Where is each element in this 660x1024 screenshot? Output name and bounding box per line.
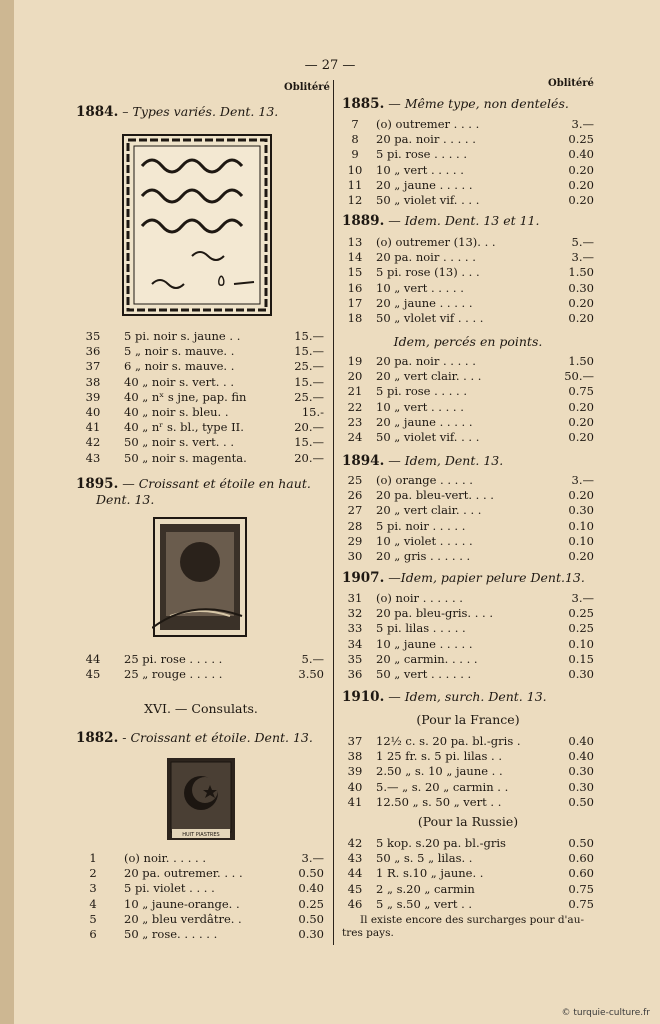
section-1884-heading (76, 104, 278, 120)
row-number: 30 (347, 548, 363, 563)
row-description: 10 „ violet . . . . . (376, 533, 473, 548)
table-row (342, 473, 594, 488)
table-row (72, 435, 330, 450)
table-row (342, 354, 594, 369)
row-number: 38 (85, 374, 101, 389)
row-number: 10 (347, 162, 363, 177)
section-1884-year: 1884. (76, 104, 119, 120)
table-row (72, 344, 330, 359)
row-description: 5.— „ s. 20 „ carmin . . (376, 779, 509, 794)
row-price: 3.— (571, 473, 594, 487)
row-number: 38 (347, 749, 363, 764)
section-1889-heading (342, 213, 539, 229)
row-number: 14 (347, 250, 363, 265)
row-description: 50 „ s. 5 „ lilas. . (376, 851, 473, 866)
table-row (342, 591, 594, 606)
row-number: 44 (85, 652, 101, 666)
row-number: 16 (347, 280, 363, 295)
row-price: 1.50 (568, 265, 594, 280)
table-row (342, 132, 594, 147)
table-row (342, 235, 594, 250)
row-price: 0.50 (298, 911, 324, 926)
page-number: — 27 — (304, 58, 356, 73)
section-1907-title: —Idem, papier pelure Dent.13. (388, 570, 585, 585)
row-price: 0.40 (568, 147, 594, 162)
table-row (342, 519, 594, 534)
table-row (72, 359, 330, 374)
row-description: 5 kop. s.20 pa. bl.-gris (376, 836, 506, 850)
row-number: 24 (347, 429, 363, 444)
row-price: 0.30 (568, 280, 594, 295)
row-price: 0.15 (568, 651, 594, 666)
row-description: 20 „ jaune . . . . . (376, 177, 473, 192)
table-row (342, 488, 594, 503)
row-number: 31 (347, 591, 363, 605)
row-price: 3.50 (298, 667, 324, 682)
row-price: 0.20 (568, 399, 594, 414)
row-description: (o) outremer (13). . . (376, 235, 496, 249)
table-row (342, 897, 594, 912)
row-price: 0.50 (568, 836, 594, 850)
row-description: (o) noir. . . . . . (124, 851, 207, 865)
row-number: 43 (347, 851, 363, 866)
row-number: 42 (347, 836, 363, 850)
table-row (72, 375, 330, 390)
table-row (342, 749, 594, 764)
section-1885-title: — Même type, non dentelés. (388, 96, 569, 111)
row-description: 50 „ violet vif. . . . (376, 429, 480, 444)
row-description: (o) noir . . . . . . (376, 591, 463, 605)
row-price: 0.40 (298, 881, 324, 896)
table-row (72, 667, 330, 682)
row-description: (o) outremer . . . . (376, 117, 480, 131)
section-1889-title: — Idem. Dent. 13 et 11. (388, 213, 540, 228)
row-number: 36 (85, 344, 101, 359)
row-number: 45 (347, 881, 363, 896)
row-description: 20 pa. noir . . . . . (376, 354, 476, 368)
row-description: 20 „ vert clair. . . . (376, 503, 482, 518)
stamp-1882-image (166, 757, 236, 841)
footnote-line-2: tres pays. (342, 927, 394, 939)
row-price: 0.20 (568, 488, 594, 503)
row-number: 25 (347, 473, 363, 487)
row-description: 40 „ nˣ s jne, pap. fin (124, 389, 247, 404)
row-description: 5 „ s.50 „ vert . . (376, 896, 473, 911)
row-number: 2 (89, 866, 97, 881)
table-row (342, 178, 594, 193)
section-1885-heading (342, 96, 569, 112)
row-price: 0.10 (568, 533, 594, 548)
row-price: 0.50 (568, 794, 594, 809)
row-number: 35 (347, 651, 363, 666)
row-price: 15.— (294, 374, 324, 389)
section-1882-year: 1882. (76, 730, 119, 746)
table-row (342, 400, 594, 415)
rows-russie (342, 836, 594, 912)
table-row (72, 451, 330, 466)
section-1907-heading (342, 570, 585, 586)
row-number: 40 (347, 779, 363, 794)
row-price: 0.25 (298, 896, 324, 911)
row-description: 20 pa. bleu-gris. . . . (376, 606, 493, 621)
row-number: 26 (347, 488, 363, 503)
row-price: 3.— (571, 250, 594, 265)
stamp-1895-image (152, 516, 248, 638)
table-row (72, 420, 330, 435)
section-1895-year: 1895. (76, 476, 119, 492)
row-description: 20 pa. noir . . . . . (376, 250, 476, 265)
row-price: 0.20 (568, 295, 594, 310)
row-number: 6 (89, 926, 97, 941)
row-price: 0.50 (298, 866, 324, 881)
row-description: 2 „ s.20 „ carmin (376, 881, 475, 896)
section-1910-heading (342, 689, 547, 705)
row-price: 3.— (571, 117, 594, 131)
row-description: 25 pi. rose . . . . . (124, 652, 223, 666)
section-1895-title-cont: Dent. 13. (96, 492, 155, 507)
table-row (72, 851, 330, 866)
table-row (342, 882, 594, 897)
table-row (72, 912, 330, 927)
row-number: 7 (351, 117, 359, 131)
rows-perces (342, 354, 594, 445)
section-1910-title: — Idem, surch. Dent. 13. (388, 689, 547, 704)
row-number: 22 (347, 399, 363, 414)
table-row (72, 881, 330, 896)
row-number: 45 (85, 667, 101, 682)
table-row (72, 866, 330, 881)
row-number: 11 (347, 177, 363, 192)
table-row (342, 652, 594, 667)
row-number: 36 (347, 666, 363, 681)
row-number: 39 (85, 389, 101, 404)
row-price: 0.20 (568, 310, 594, 325)
table-row (342, 836, 594, 851)
row-description: 5 pi. noir s. jaune . . (124, 329, 241, 343)
section-1889-year: 1889. (342, 213, 385, 229)
row-description: 10 „ jaune-orange. . (124, 896, 240, 911)
row-number: 41 (347, 794, 363, 809)
row-description: 20 pa. noir . . . . . (376, 132, 476, 147)
row-price: 15.— (294, 435, 324, 450)
table-row (342, 795, 594, 810)
table-row (72, 897, 330, 912)
row-number: 29 (347, 533, 363, 548)
row-description: (o) orange . . . . . (376, 473, 473, 487)
row-number: 20 (347, 369, 363, 384)
row-number: 44 (347, 866, 363, 881)
rows-1907 (342, 591, 594, 682)
table-row (342, 503, 594, 518)
row-description: 1 R. s.10 „ jaune. . (376, 866, 484, 881)
stamp-1884-value: ٥ (217, 271, 226, 290)
row-description: 5 pi. rose . . . . . (376, 147, 468, 162)
row-price: 0.25 (568, 621, 594, 636)
row-number: 43 (85, 450, 101, 465)
table-row (342, 265, 594, 280)
table-row (342, 281, 594, 296)
table-row (342, 193, 594, 208)
row-price: 0.30 (568, 764, 594, 779)
row-price: 15.- (301, 404, 324, 419)
footnote-line-1: Il existe encore des surcharges pour d'au- (360, 914, 585, 926)
row-price: 0.75 (568, 384, 594, 399)
row-number: 34 (347, 636, 363, 651)
row-price: 0.30 (568, 503, 594, 518)
row-price: 0.10 (568, 636, 594, 651)
rows-1884 (72, 329, 330, 466)
table-row (72, 652, 330, 667)
row-description: 50 „ vlolet vif . . . . (376, 310, 484, 325)
row-description: 20 „ jaune . . . . . (376, 414, 473, 429)
row-price: 0.20 (568, 414, 594, 429)
row-number: 46 (347, 896, 363, 911)
row-description: 5 pi. rose (13) . . . (376, 265, 480, 280)
row-number: 23 (347, 414, 363, 429)
rows-1895 (72, 652, 330, 682)
row-number: 37 (85, 359, 101, 374)
table-row (72, 329, 330, 344)
row-description: 10 „ vert . . . . . (376, 162, 464, 177)
row-price: 25.— (294, 359, 324, 374)
stamp-1882-caption: HUIT PIASTRES (182, 832, 220, 838)
sub-france: (Pour la France) (416, 712, 520, 727)
row-number: 42 (85, 435, 101, 450)
column-divider (333, 80, 334, 945)
row-price: 25.— (294, 389, 324, 404)
row-description: 20 pa. outremer. . . . (124, 866, 243, 881)
row-description: 20 pa. bleu-vert. . . . (376, 488, 494, 503)
row-number: 17 (347, 295, 363, 310)
row-number: 9 (351, 147, 359, 162)
row-number: 1 (89, 851, 97, 865)
row-price: 0.25 (568, 606, 594, 621)
rows-1882 (72, 851, 330, 942)
row-number: 27 (347, 503, 363, 518)
table-row (342, 549, 594, 564)
row-number: 41 (85, 420, 101, 435)
row-price: 50.— (564, 369, 594, 384)
table-row (342, 147, 594, 162)
row-description: 50 „ noir s. vert. . . (124, 435, 234, 450)
copyright-watermark: © turquie-culture.fr (561, 1008, 650, 1018)
table-row (342, 311, 594, 326)
row-description: 10 „ vert . . . . . (376, 280, 464, 295)
row-number: 21 (347, 384, 363, 399)
row-description: 20 „ jaune . . . . . (376, 295, 473, 310)
row-price: 0.40 (568, 734, 594, 748)
table-row (342, 163, 594, 178)
row-description: 20 „ gris . . . . . . (376, 548, 471, 563)
section-1882-heading (76, 730, 313, 746)
row-number: 40 (85, 404, 101, 419)
row-description: 10 „ jaune . . . . . (376, 636, 473, 651)
row-description: 20 „ vert clair. . . . (376, 369, 482, 384)
row-number: 15 (347, 265, 363, 280)
rows-france (342, 734, 594, 810)
row-price: 0.20 (568, 177, 594, 192)
row-description: 25 „ rouge . . . . . (124, 667, 223, 682)
section-1910-year: 1910. (342, 689, 385, 705)
row-description: 6 „ noir s. mauve. . (124, 359, 235, 374)
row-price: 0.30 (568, 666, 594, 681)
row-number: 19 (347, 354, 363, 368)
rows-1885 (342, 117, 594, 208)
table-row (342, 851, 594, 866)
row-number: 32 (347, 606, 363, 621)
row-description: 12.50 „ s. 50 „ vert . . (376, 794, 502, 809)
row-price: 1.50 (568, 354, 594, 368)
row-number: 3 (89, 881, 97, 896)
row-price: 3.— (571, 591, 594, 605)
row-price: 0.30 (568, 779, 594, 794)
row-number: 33 (347, 621, 363, 636)
row-number: 39 (347, 764, 363, 779)
row-description: 40 „ noir s. vert. . . (124, 374, 234, 389)
rows-1889 (342, 235, 594, 326)
table-row (342, 606, 594, 621)
table-row (342, 621, 594, 636)
section-1894-title: — Idem, Dent. 13. (388, 453, 504, 468)
table-row (342, 780, 594, 795)
section-1895-heading-line2 (96, 492, 154, 507)
row-price: 0.60 (568, 851, 594, 866)
table-row (342, 667, 594, 682)
table-row (342, 250, 594, 265)
table-row (72, 927, 330, 942)
table-row (342, 369, 594, 384)
row-price: 5.— (301, 652, 324, 666)
row-number: 35 (85, 329, 101, 343)
row-description: 50 „ vert . . . . . . (376, 666, 472, 681)
section-1894-heading (342, 453, 503, 469)
row-description: 20 „ bleu verdâtre. . (124, 911, 242, 926)
row-description: 20 „ carmin. . . . . (376, 651, 478, 666)
row-description: 1 25 fr. s. 5 pi. lilas . . (376, 749, 503, 764)
table-row (342, 384, 594, 399)
row-price: 20.— (294, 450, 324, 465)
row-price: 0.75 (568, 896, 594, 911)
row-price: 20.— (294, 420, 324, 435)
section-1885-year: 1885. (342, 96, 385, 112)
row-description: 50 „ rose. . . . . . (124, 926, 218, 941)
section-1895-heading (76, 476, 311, 492)
row-number: 5 (89, 911, 97, 926)
row-price: 0.75 (568, 881, 594, 896)
row-price: 0.20 (568, 429, 594, 444)
row-price: 0.25 (568, 132, 594, 147)
section-1894-year: 1894. (342, 453, 385, 469)
row-number: 18 (347, 310, 363, 325)
row-description: 40 „ nʳ s. bl., type II. (124, 420, 244, 435)
row-number: 13 (347, 235, 363, 249)
sub-perces: Idem, percés en points. (393, 334, 543, 349)
section-1882-title: - Croissant et étoile. Dent. 13. (122, 730, 313, 745)
row-price: 5.— (571, 235, 594, 249)
table-row (342, 534, 594, 549)
row-price: 15.— (294, 344, 324, 359)
table-row (342, 866, 594, 881)
row-number: 8 (351, 132, 359, 147)
row-price: 0.40 (568, 749, 594, 764)
section-consulats: XVI. — Consulats. (144, 701, 258, 716)
section-1884-title: – Types variés. Dent. 13. (122, 104, 279, 119)
row-description: 5 pi. violet . . . . (124, 881, 215, 896)
oblitere-label-right: Oblitéré (548, 78, 594, 89)
table-row (342, 734, 594, 749)
row-price: 0.20 (568, 162, 594, 177)
row-price: 0.20 (568, 548, 594, 563)
table-row (342, 296, 594, 311)
row-description: 50 „ noir s. magenta. (124, 450, 247, 465)
row-description: 2.50 „ s. 10 „ jaune . . (376, 764, 503, 779)
table-row (72, 405, 330, 420)
row-price: 0.20 (568, 192, 594, 207)
row-description: 10 „ vert . . . . . (376, 399, 464, 414)
section-1895-title: — Croissant et étoile en haut. (122, 476, 311, 491)
row-description: 5 pi. rose . . . . . (376, 384, 468, 399)
section-1907-year: 1907. (342, 570, 385, 586)
sub-russie: (Pour la Russie) (417, 814, 519, 829)
table-row (342, 764, 594, 779)
row-price: 0.60 (568, 866, 594, 881)
row-price: 0.10 (568, 518, 594, 533)
row-description: 40 „ noir s. bleu. . (124, 404, 229, 419)
row-number: 28 (347, 518, 363, 533)
row-price: 15.— (294, 329, 324, 343)
row-number: 12 (347, 192, 363, 207)
row-number: 37 (347, 734, 363, 748)
table-row (342, 430, 594, 445)
rows-1894 (342, 473, 594, 564)
oblitere-label-left: Oblitéré (284, 82, 330, 93)
row-description: 12½ c. s. 20 pa. bl.-gris . (376, 734, 521, 748)
table-row (72, 390, 330, 405)
table-row (342, 637, 594, 652)
stamp-1884-image (122, 134, 272, 316)
table-row (342, 117, 594, 132)
row-price: 3.— (301, 851, 324, 865)
row-description: 5 pi. noir . . . . . (376, 518, 466, 533)
row-number: 4 (89, 896, 97, 911)
row-description: 5 pi. lilas . . . . . (376, 621, 466, 636)
row-price: 0.30 (298, 926, 324, 941)
row-description: 50 „ violet vif. . . . (376, 192, 480, 207)
row-description: 5 „ noir s. mauve. . (124, 344, 235, 359)
table-row (342, 415, 594, 430)
